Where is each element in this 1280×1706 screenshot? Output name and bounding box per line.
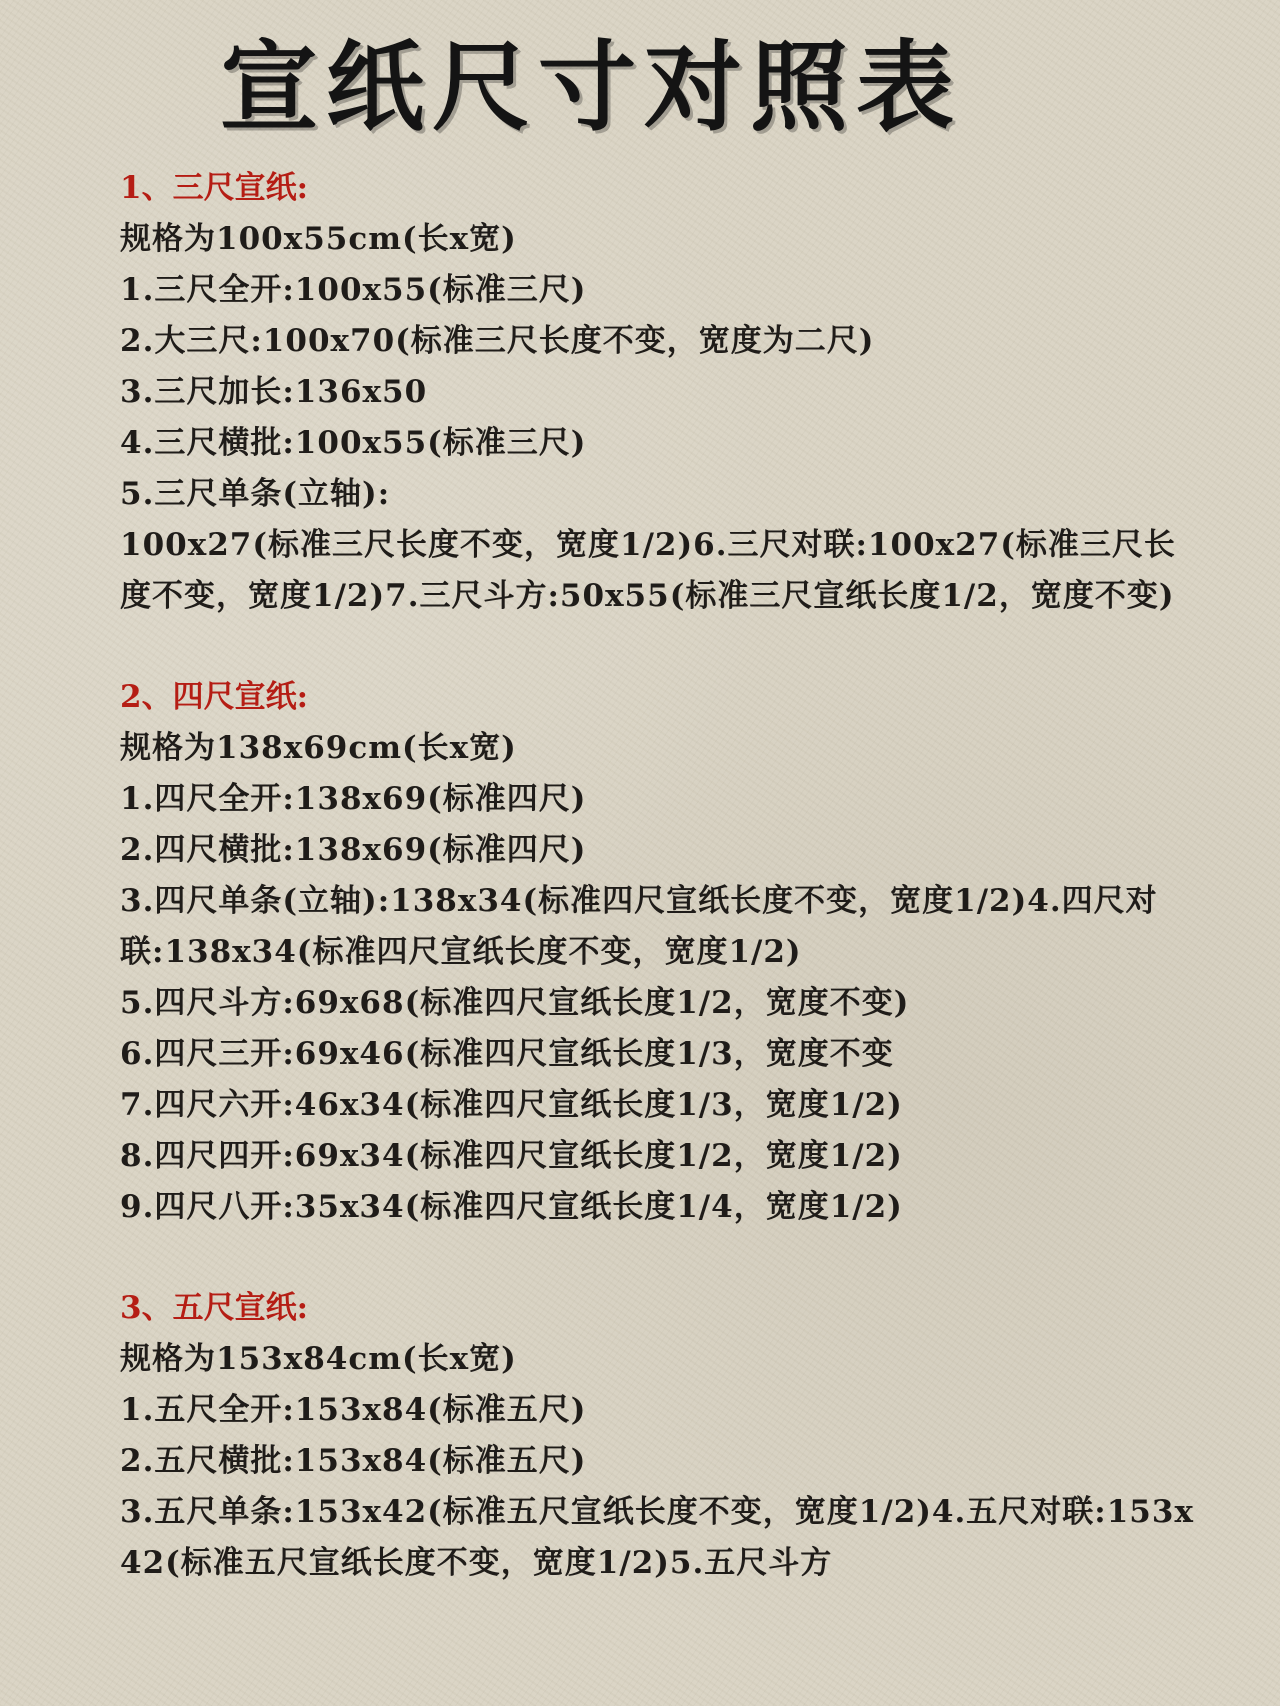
spec-line: 规格为153x84cm(长x宽) — [120, 1341, 517, 1377]
section-five-chi — [120, 1283, 1200, 1589]
list-item: 2.大三尺:100x70(标准三尺长度不变，宽度为二尺) — [120, 323, 875, 359]
section-three-chi — [120, 163, 1200, 622]
section-heading: 3、五尺宣纸: — [120, 1290, 309, 1326]
list-item: 4.三尺横批:100x55(标准三尺) — [120, 425, 587, 461]
list-item: 3.三尺加长:136x50 — [120, 374, 428, 410]
spec-line: 规格为138x69cm(长x宽) — [120, 730, 517, 766]
section-heading: 1、三尺宣纸: — [120, 170, 309, 206]
list-paragraph: 3.四尺单条(立轴):138x34(标准四尺宣纸长度不变，宽度1/2)4.四尺对联:138x34(标准四尺宣纸长度不变，宽度1/2) — [120, 883, 1158, 970]
list-paragraph: 3.五尺单条:153x42(标准五尺宣纸长度不变，宽度1/2)4.五尺对联:153x42(标准五尺宣纸长度不变，宽度1/2)5.五尺斗方 — [120, 1494, 1194, 1581]
section-four-chi — [120, 672, 1200, 1233]
list-item: 1.五尺全开:153x84(标准五尺) — [120, 1392, 587, 1428]
list-item: 8.四尺四开:69x34(标准四尺宣纸长度1/2，宽度1/2) — [120, 1138, 903, 1174]
list-item: 5.四尺斗方:69x68(标准四尺宣纸长度1/2，宽度不变) — [120, 985, 910, 1021]
spec-line: 规格为100x55cm(长x宽) — [120, 221, 517, 257]
document-content — [120, 163, 1200, 1589]
page-title: 宣纸尺寸对照表 — [220, 30, 963, 145]
list-item: 5.三尺单条(立轴): — [120, 476, 391, 512]
list-item: 6.四尺三开:69x46(标准四尺宣纸长度1/3，宽度不变 — [120, 1036, 894, 1072]
list-item: 2.四尺横批:138x69(标准四尺) — [120, 832, 587, 868]
list-item: 1.三尺全开:100x55(标准三尺) — [120, 272, 587, 308]
list-item: 2.五尺横批:153x84(标准五尺) — [120, 1443, 587, 1479]
section-heading: 2、四尺宣纸: — [120, 679, 309, 715]
list-item: 1.四尺全开:138x69(标准四尺) — [120, 781, 587, 817]
list-item: 9.四尺八开:35x34(标准四尺宣纸长度1/4，宽度1/2) — [120, 1189, 903, 1225]
list-paragraph: 100x27(标准三尺长度不变，宽度1/2)6.三尺对联:100x27(标准三尺长度不变，宽度1/2)7.三尺斗方:50x55(标准三尺宣纸长度1/2，宽度不变) — [120, 527, 1176, 614]
list-item: 7.四尺六开:46x34(标准四尺宣纸长度1/3，宽度1/2) — [120, 1087, 903, 1123]
